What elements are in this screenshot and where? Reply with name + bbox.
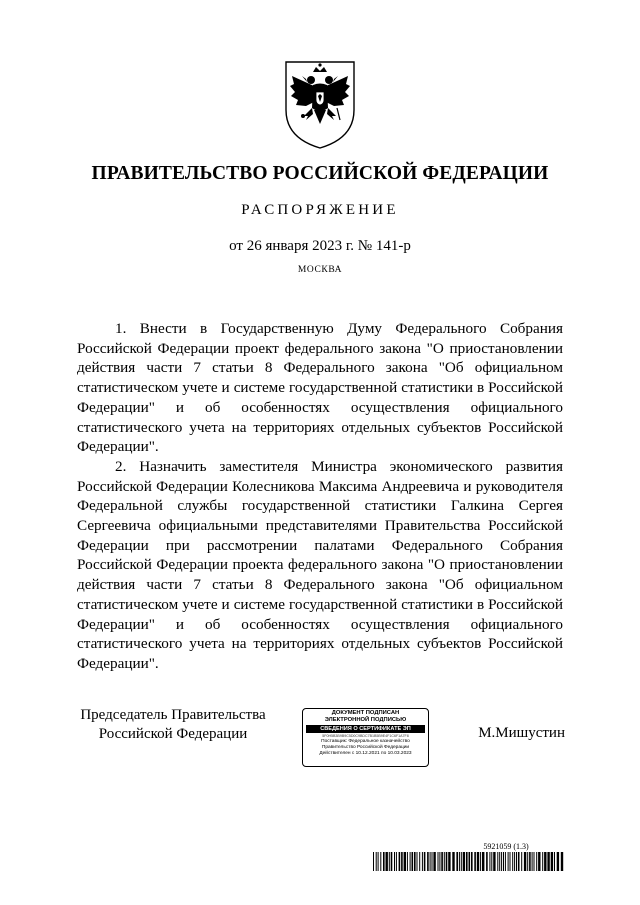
document-type: РАСПОРЯЖЕНИЕ	[241, 202, 399, 218]
signatory-position-line1: Председатель Правительства	[80, 707, 266, 723]
stamp-line-2: ЭЛЕКТРОННОЙ ПОДПИСЬЮ	[324, 717, 407, 723]
coat-of-arms-emblem	[280, 58, 360, 150]
paragraph-2: 2. Назначить заместителя Министра экономического развития Российской Федерации Колесникова Максима Андреевича и руководителя Федеральной службы государственной статистики Галкина Сергея Сергеевича официальными представителями Правительства Российской Федерации при рассмотрении палатами Федерального Собрания Российской Федерации проекта федерального закона "О приостановлении действия части 7 статьи 8 Федерального закона "Об официальном статистическом учете и системе государственной статистики в Российской Федерации" и об особенностях осуществления официального статистического учета на территориях отдельных субъектов Российской Федерации".	[77, 457, 563, 672]
paragraph-1: 1. Внести в Государственную Думу Федерального Собрания Российской Федерации проект федерального закона "О приостановлении действия части 7 статьи 8 Федерального закона "Об официальном статистическом учете и системе государственной статистики в Российской Федерации" и об особенностях осуществления официального статистического учета на территориях отдельных субъектов Российской Федерации".	[77, 320, 563, 456]
barcode	[373, 852, 565, 871]
stamp-validity: Действителен с 10.12.2021 по 10.03.2023	[319, 751, 412, 756]
signatory-name: М.Мишустин	[478, 725, 565, 741]
city-label: МОСКВА	[297, 265, 343, 275]
barcode-number: 5921059 (1.3)	[483, 842, 529, 851]
stamp-issuer: Поставщик: Федеральное казначейство	[321, 739, 410, 744]
stamp-certificate-header: СВЕДЕНИЯ О СЕРТИФИКАТЕ ЭП	[306, 725, 425, 733]
government-title: ПРАВИТЕЛЬСТВО РОССИЙСКОЙ ФЕДЕРАЦИИ	[91, 163, 549, 184]
signatory-position	[78, 706, 268, 744]
stamp-certificate-id: 5F0H5B3B9B9C5D0C9BDC7B1B5B9E4F1C6F1A7F8	[322, 734, 409, 738]
signatory-position-line2: Российской Федерации	[98, 726, 248, 742]
date-and-number: от 26 января 2023 г. № 141-р	[229, 238, 411, 254]
order-body	[77, 319, 563, 674]
stamp-line-1: ДОКУМЕНТ ПОДПИСАН	[331, 710, 400, 716]
electronic-signature-stamp	[302, 708, 429, 767]
stamp-owner: Правительство Российской Федерации	[321, 745, 410, 750]
